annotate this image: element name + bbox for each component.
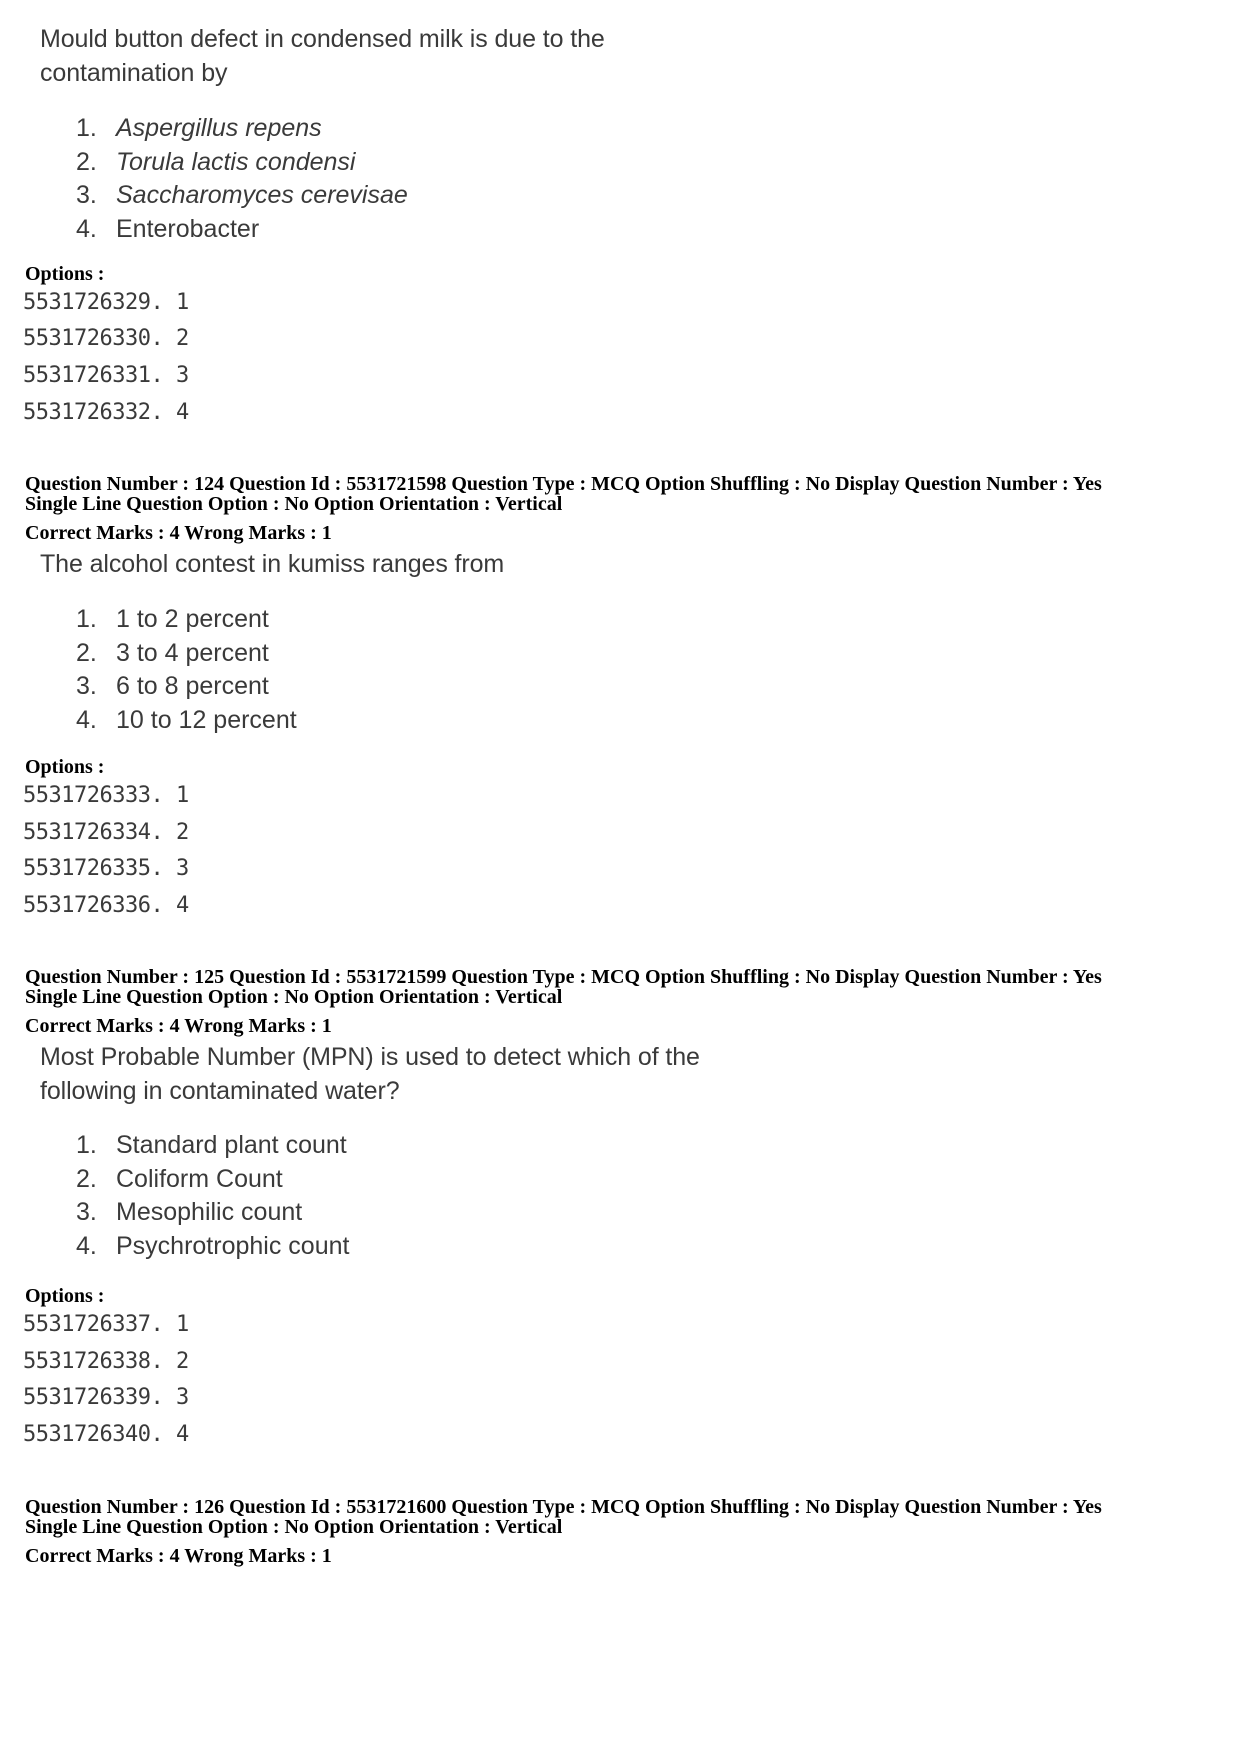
choice-item: 1. 1 to 2 percent [76,605,269,633]
choice-item: 3. Mesophilic count [76,1198,303,1226]
option-row: 5531726337. 1 [23,1312,189,1337]
question-123-stem-line-2: contamination by [40,59,228,87]
option-row: 5531726340. 4 [23,1422,189,1447]
choice-item: 4. 10 to 12 percent [76,705,297,734]
question-124-meta-line-2: Single Line Question Option : No Option Orientation : Vertical [25,493,563,515]
question-124-stem-line-1: The alcohol contest in kumiss ranges from [40,550,505,578]
question-125-stem-line-1: Most Probable Number (MPN) is used to detect which of the [40,1043,700,1071]
choice-item: 4. Psychrotrophic count [76,1231,350,1260]
choice-item: 1. Aspergillus repens [76,114,322,142]
question-124-meta-line-1: Question Number : 124 Question Id : 5531721598 Question Type : MCQ Option Shuffling : No Display Question Number : Yes [25,473,1102,495]
option-row: 5531726331. 3 [23,363,189,388]
option-row: 5531726335. 3 [23,856,189,881]
question-124-marks: Correct Marks : 4 Wrong Marks : 1 [25,522,332,544]
choice-item: 2. Coliform Count [76,1164,283,1193]
choice-item: 2. 3 to 4 percent [76,638,269,667]
choice-item: 4. Enterobacter [76,214,260,243]
options-label: Options : [25,263,105,285]
choice-item: 3. Saccharomyces cerevisae [76,181,408,209]
option-row: 5531726332. 4 [23,400,189,425]
choice-item: 3. 6 to 8 percent [76,672,269,700]
option-row: 5531726336. 4 [23,893,189,918]
question-125-choices [76,1129,349,1263]
question-126-meta-line-2: Single Line Question Option : No Option Orientation : Vertical [25,1516,563,1538]
options-label: Options : [25,1285,105,1307]
choice-item: 1. Standard plant count [76,1131,347,1159]
question-126-meta-line-1: Question Number : 126 Question Id : 5531721600 Question Type : MCQ Option Shuffling : No Display Question Number : Yes [25,1496,1102,1518]
option-row: 5531726339. 3 [23,1385,189,1410]
option-row: 5531726333. 1 [23,783,189,808]
choice-item: 2. Torula lactis condensi [76,147,356,176]
question-125-meta-line-2: Single Line Question Option : No Option Orientation : Vertical [25,986,563,1008]
option-row: 5531726329. 1 [23,290,189,315]
option-row: 5531726330. 2 [23,326,189,351]
question-125-marks: Correct Marks : 4 Wrong Marks : 1 [25,1015,332,1037]
question-126-marks: Correct Marks : 4 Wrong Marks : 1 [25,1545,332,1567]
question-123-choices [76,112,408,246]
option-row: 5531726338. 2 [23,1349,189,1374]
question-124-choices [76,603,297,737]
question-123-stem-line-1: Mould button defect in condensed milk is due to the [40,25,605,53]
question-125-meta-line-1: Question Number : 125 Question Id : 5531721599 Question Type : MCQ Option Shuffling : No Display Question Number : Yes [25,966,1102,988]
options-label: Options : [25,756,105,778]
option-row: 5531726334. 2 [23,820,189,845]
question-125-stem-line-2: following in contaminated water? [40,1077,400,1105]
